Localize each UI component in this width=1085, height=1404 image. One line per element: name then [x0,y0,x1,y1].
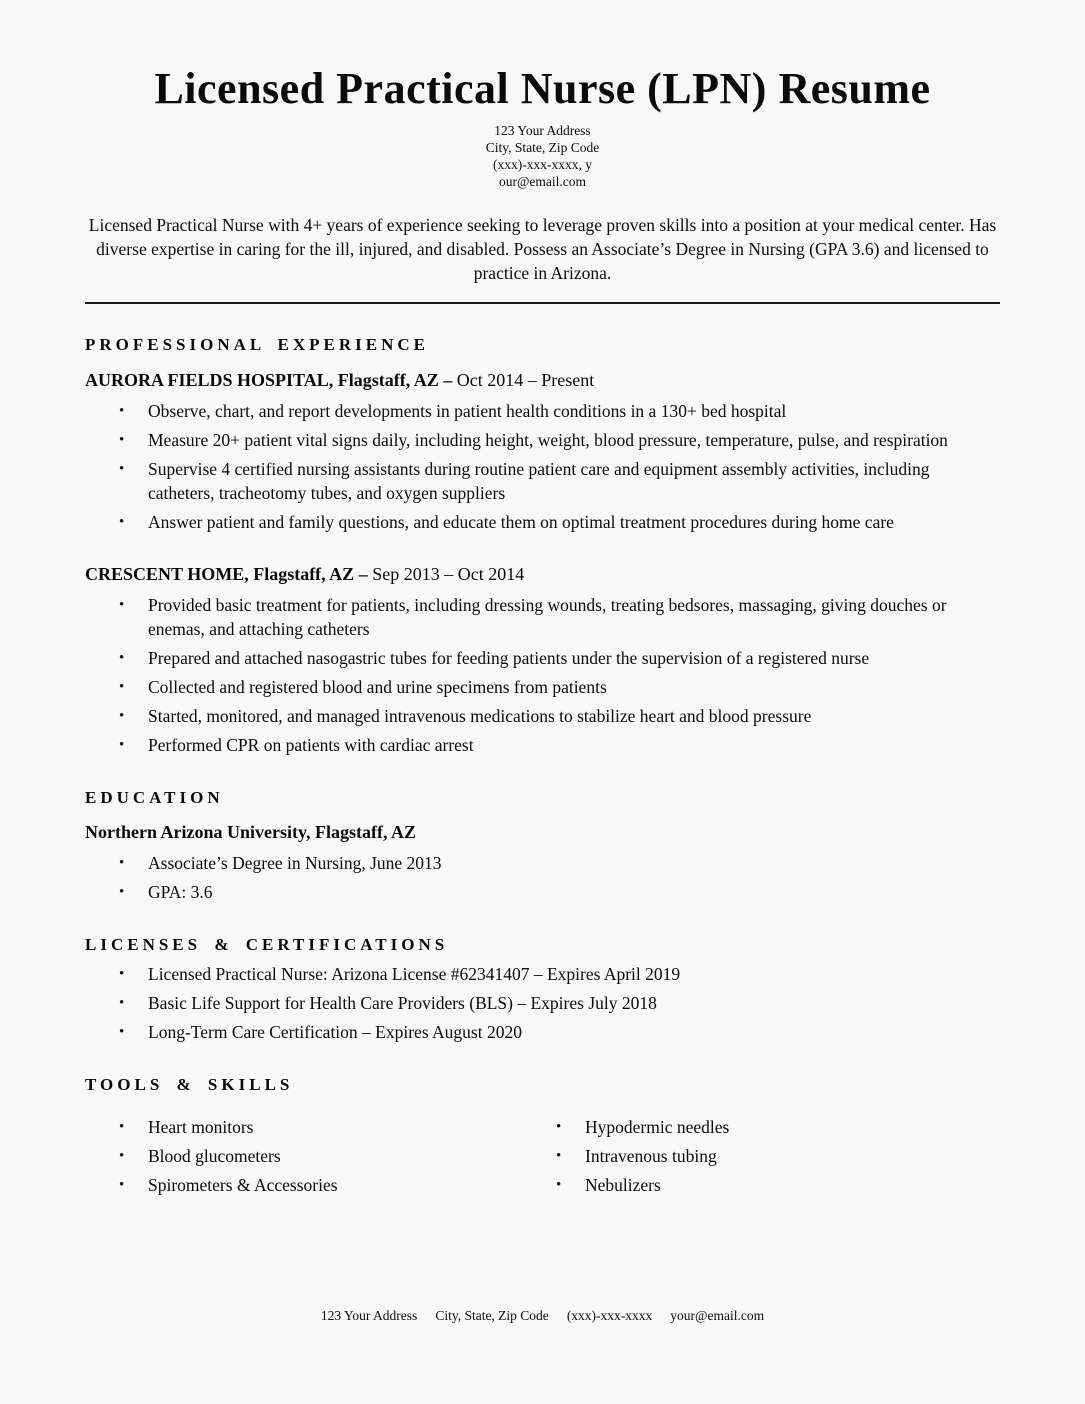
job-aurora-fields [85,369,1000,534]
footer [0,1308,1085,1324]
education-heading: EDUCATION [85,788,224,808]
license-bullet: • Long-Term Care Certification – Expires August 2020 [85,1020,1000,1044]
licenses-bullet-list [85,962,1000,1044]
education-bullet: • Associate’s Degree in Nursing, June 2013 [85,851,1000,875]
contact-block [85,122,1000,190]
contact-line-city: City, State, Zip Code [485,140,600,156]
licenses-heading: LICENSES & CERTIFICATIONS [85,935,449,955]
job-title-line [85,563,1000,586]
job-bullet: • Started, monitored, and managed intravenous medications to stabilize heart and blood pressure [85,704,1000,728]
tools-right-column [522,1115,1000,1202]
contact-line-phone: (xxx)-xxx-xxxx, y [493,157,592,173]
education-bullet-list [85,851,1000,904]
section-education [85,788,1000,904]
section-experience [85,335,1000,757]
section-tools-skills [85,1075,1000,1202]
tool-bullet: • Spirometers & Accessories [85,1173,522,1197]
footer-email: your@email.com [670,1308,765,1323]
job-bullet: • Provided basic treatment for patients, including dressing wounds, treating bedsores, massaging, giving douches or enemas, and attaching catheters [85,593,1000,641]
tool-bullet: • Heart monitors [85,1115,522,1139]
education-bullet: • GPA: 3.6 [85,880,1000,904]
tools-left-column [85,1115,522,1202]
tool-bullet: • Intravenous tubing [522,1144,1000,1168]
page-title: Licensed Practical Nurse (LPN) Resume [154,64,931,113]
employment-dates: Oct 2014 – Present [456,370,595,391]
tools-columns [85,1108,1000,1202]
job-bullet: • Measure 20+ patient vital signs daily, including height, weight, blood pressure, temperature, pulse, and respiration [85,428,1000,452]
job-bullet: • Observe, chart, and report developments in patient health conditions in a 130+ bed hospital [85,399,1000,423]
summary-paragraph: Licensed Practical Nurse with 4+ years of experience seeking to leverage proven skills into a position at your medical center. Has diverse expertise in caring for the ill, injured, and disabled. Possess an Associate’s Degree in Nursing (GPA 3.6) and licensed to practice in Arizona. [88,215,997,284]
footer-city: City, State, Zip Code [435,1308,549,1323]
contact-line-address: 123 Your Address [494,123,591,139]
job-bullet: • Answer patient and family questions, and educate them on optimal treatment procedures during home care [85,510,1000,534]
job-bullet-list [85,399,1000,534]
job-bullet-list [85,593,1000,757]
job-bullet: • Collected and registered blood and urine specimens from patients [85,675,1000,699]
experience-heading: PROFESSIONAL EXPERIENCE [85,335,430,355]
job-bullet: • Supervise 4 certified nursing assistants during routine patient care and equipment assembly activities, including catheters, tracheotomy tubes, and oxygen suppliers [85,457,1000,505]
school-name: Northern Arizona University, Flagstaff, AZ [85,822,416,843]
employer-name: CRESCENT HOME, Flagstaff, AZ – [85,564,373,585]
license-bullet: • Licensed Practical Nurse: Arizona License #62341407 – Expires April 2019 [85,962,1000,986]
employment-dates: Sep 2013 – Oct 2014 [372,564,525,585]
tool-bullet: • Hypodermic needles [522,1115,1000,1139]
contact-line-email: our@email.com [498,174,587,190]
divider-rule [85,302,1000,304]
employer-name: AURORA FIELDS HOSPITAL, Flagstaff, AZ – [85,370,457,391]
job-crescent-home [85,563,1000,757]
job-bullet: • Performed CPR on patients with cardiac arrest [85,733,1000,757]
job-bullet: • Prepared and attached nasogastric tubes for feeding patients under the supervision of a registered nurse [85,646,1000,670]
tool-bullet: • Nebulizers [522,1173,1000,1197]
license-bullet: • Basic Life Support for Health Care Providers (BLS) – Expires July 2018 [85,991,1000,1015]
job-title-line [85,369,1000,392]
section-licenses [85,935,1000,1044]
tool-bullet: • Blood glucometers [85,1144,522,1168]
footer-phone: (xxx)-xxx-xxxx [566,1308,653,1323]
footer-address: 123 Your Address [320,1308,418,1323]
tools-heading: TOOLS & SKILLS [85,1075,294,1095]
